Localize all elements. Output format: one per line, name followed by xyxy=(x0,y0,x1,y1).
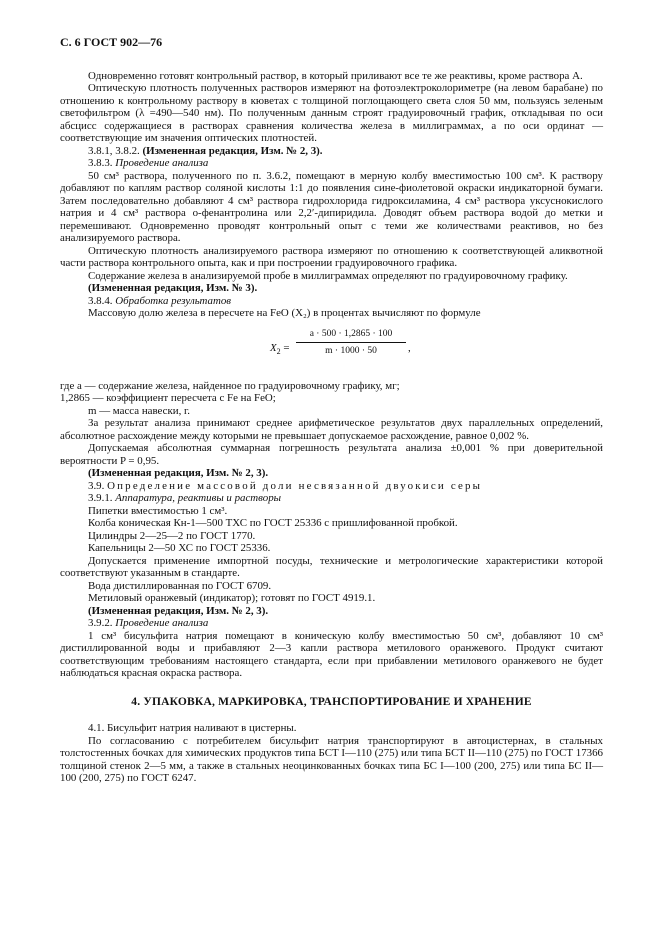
equipment-item: Капельницы 2—50 ХС по ГОСТ 25336. xyxy=(88,542,271,554)
formula-lhs: $X_2$ = xyxy=(270,341,290,356)
legend-m: m — масса навески, г. xyxy=(88,404,191,417)
clause-number: 3.9. xyxy=(88,479,105,492)
paragraph-iron-content: Содержание железа в анализируемой пробе в миллиграммах определяют по градуировочному графику. xyxy=(88,269,568,282)
clause-number: 3.9.2. xyxy=(88,617,113,629)
formula-fraction xyxy=(296,328,406,358)
paragraph-optical-density: Оптическую плотность полученных растворов измеряют на фотоэлектроколориметре (на левом барабане) по отношению к контрольному раствору в кюветах с толщиной поглощающего света слоя 50 мм, пользуясь зеленым светофильтром (λ =490—540 нм). По полученным данным строят градуировочный график, откладывая по оси абсцисс содержащиеся в растворах сравнения количества железа в миллиграммах, а по оси ординат — соответствующие им значения оптических плотностей. xyxy=(60,82,603,144)
paragraph-bisulfite-test: 1 см³ бисульфита натрия помещают в коническую колбу вместимостью 50 см³, добавляют 10 см³ дистиллированной воды и прибавляют 2—3 капли раствора метилового оранжевого. Продукт считают соответствующим требованиям настоящего стандарта, если при прибавлении метилового оранжевого не будет наблюдаться красная окраска раствора. xyxy=(60,629,603,679)
formula-legend xyxy=(60,380,603,418)
paragraph-imported-glassware: Допускается применение импортной посуды, технические и метрологические характеристики которой соответствуют указанным в стандарте. xyxy=(60,554,603,579)
clause-3-9-2 xyxy=(60,617,603,630)
formula-numerator: a · 500 · 1,2865 · 100 xyxy=(296,328,406,344)
paragraph-analysis-procedure: 50 см³ раствора, полученного по п. 3.6.2, помещают в мерную колбу вместимостью 100 см³. К раствору добавляют по каплям раствор соляной кислоты 1:1 до появления сине-фиолетовой окраски индикаторной бумаги. Затем последовательно добавляют 4 см³ раствора гидрохлорида гидроксиламина, 4 см³ раствора уксуснокислого натрия и 4 см³ раствора о-фенантролина или 2,2′-дипиридила. Доводят объем раствора водой до метки и перемешивают. Одновременно проводят контрольный опыт с теми же количествами реактивов, но без анализируемого раствора. xyxy=(60,169,603,244)
amendment-text: (Измененная редакция, Изм. № 2, 3). xyxy=(142,144,323,157)
paragraph-aliquot: Оптическую плотность анализируемого раствора измеряют по отношению к соответствующей аликвотной части раствора контрольного опыта, как и при построении градуировочного графика. xyxy=(60,244,603,269)
amendment-note-4: (Измененная редакция, Изм. № 2, 3). xyxy=(88,604,269,617)
clause-3-9-1 xyxy=(60,492,603,505)
clause-title: Аппаратура, реактивы и растворы xyxy=(115,492,282,504)
amendment-note-1 xyxy=(60,145,603,158)
section-4-title: 4. УПАКОВКА, МАРКИРОВКА, ТРАНСПОРТИРОВАНИЕ И ХРАНЕНИЕ xyxy=(131,695,532,708)
formula-trail: , xyxy=(408,341,411,354)
clause-number: 3.8.4. xyxy=(88,294,113,307)
legend-coefficient: 1,2865 — коэффициент пересчета с Fe на FeO; xyxy=(60,392,276,404)
clause-3-8-4 xyxy=(60,295,603,308)
equipment-item: Колба коническая Кн-1—500 ТХС по ГОСТ 25336 с пришлифованной пробкой. xyxy=(88,517,458,529)
clause-number: 3.8.1, 3.8.2. xyxy=(88,144,140,157)
paragraph-control-solution: Одновременно готовят контрольный раствор, в который приливают все те же реактивы, кроме раствора А. xyxy=(88,69,583,82)
paragraph-error: Допускаемая абсолютная суммарная погрешность результата анализа ±0,001 % при доверительной вероятности P = 0,95. xyxy=(60,442,603,467)
formula-denominator: m · 1000 · 50 xyxy=(325,346,377,356)
reagent-item: Метиловый оранжевый (индикатор); готовят по ГОСТ 4919.1. xyxy=(88,592,376,604)
paragraph-transport: По согласованию с потребителем бисульфит натрия транспортируют в автоцистернах, в стальных толстостенных бочках для химических продуктов типа БСТ I—110 (275) или типа БСТ II—110 (275) по ГОСТ 17366 толщиной стенок 2—5 мм, а также в стальных неоцинкованных бочках типа БС I—100 (200, 275) или типа БС II—100 (200, 275) по ГОСТ 6247. xyxy=(60,734,603,784)
clause-3-8-3 xyxy=(60,157,603,170)
amendment-note-3: (Измененная редакция, Изм. № 2, 3). xyxy=(88,467,269,479)
clause-title: Проведение анализа xyxy=(115,157,209,169)
clause-4-1: 4.1. Бисульфит натрия наливают в цистерны. xyxy=(88,722,297,734)
equipment-item: Цилиндры 2—25—2 по ГОСТ 1770. xyxy=(88,529,256,542)
legend-a: где a — содержание железа, найденное по градуировочному графику, мг; xyxy=(60,379,400,392)
paragraph-result: За результат анализа принимают среднее арифметическое результатов двух параллельных определений, абсолютное расхождение между которыми не превышает допускаемое расхождение, равное 0,002 %. xyxy=(60,417,603,442)
equipment-item: Пипетки вместимостью 1 см³. xyxy=(88,504,228,517)
clause-number: 3.8.3. xyxy=(88,157,113,169)
formula-x2 xyxy=(60,328,603,370)
clause-3-9 xyxy=(60,480,603,493)
reagent-item: Вода дистиллированная по ГОСТ 6709. xyxy=(88,579,272,592)
clause-title: Обработка результатов xyxy=(115,294,232,307)
page-header: С. 6 ГОСТ 902—76 xyxy=(60,35,163,49)
clause-title: Определение массовой доли несвязанной двуокиси серы xyxy=(107,479,483,492)
clause-title: Проведение анализа xyxy=(115,617,209,629)
clause-number: 3.9.1. xyxy=(88,492,113,504)
amendment-note-2: (Измененная редакция, Изм. № 3). xyxy=(88,282,258,294)
paragraph-formula-intro: Массовую долю железа в пересчете на FeO (X₂) в процентах вычисляют по формуле xyxy=(88,307,481,319)
